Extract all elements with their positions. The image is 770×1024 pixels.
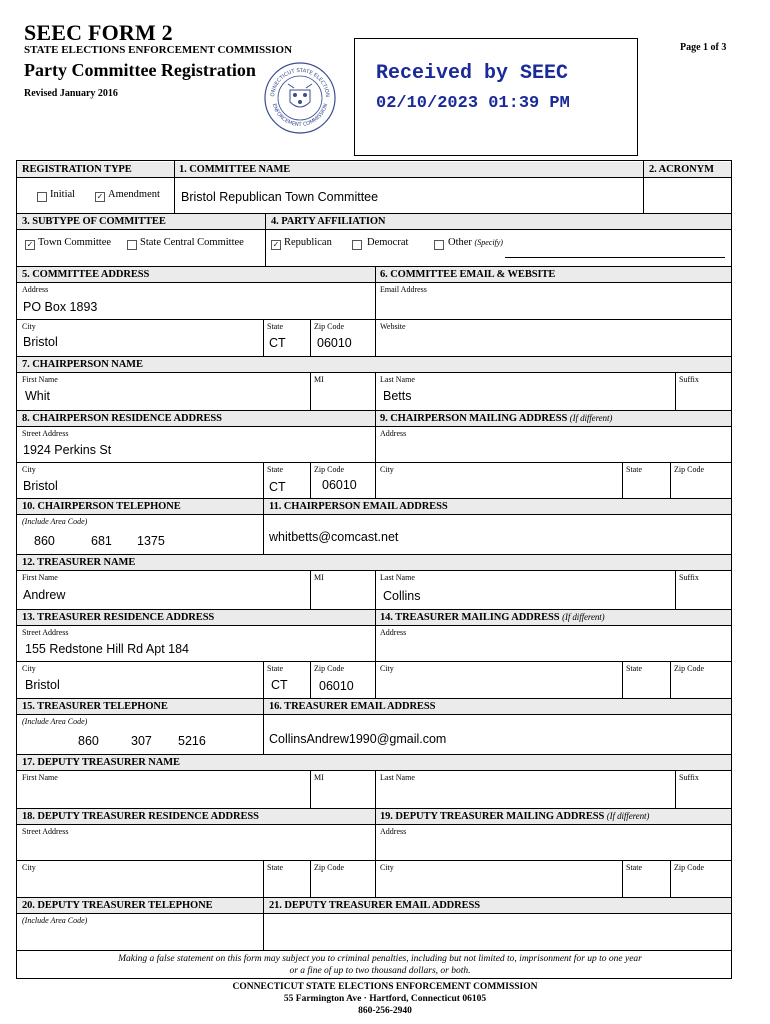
chairperson-street-field[interactable]: 1924 Perkins St <box>23 443 112 457</box>
zip-sublabel: Zip Code <box>314 322 344 331</box>
committee-name-field[interactable]: Bristol Republican Town Committee <box>181 190 379 204</box>
other-party-option-label <box>448 237 503 248</box>
if-different-note: (If different) <box>569 413 613 423</box>
deputy-residence-label: 18. DEPUTY TREASURER RESIDENCE ADDRESS <box>22 811 259 822</box>
area-code-note-text: (Include Area Code) <box>22 717 88 726</box>
last-name-sublabel: Last Name <box>380 375 415 384</box>
chairperson-telephone-label: 10. CHAIRPERSON TELEPHONE <box>22 501 181 512</box>
treasurer-tel-prefix-field[interactable]: 307 <box>131 734 152 748</box>
first-name-sublabel: First Name <box>22 375 58 384</box>
zip-sublabel: Zip Code <box>314 664 344 673</box>
street-address-sublabel: Street Address <box>22 628 69 637</box>
chairperson-email-field[interactable]: whitbetts@comcast.net <box>269 530 399 544</box>
registration-form <box>16 160 732 979</box>
chairperson-tel-line-field[interactable]: 1375 <box>137 534 165 548</box>
treasurer-first-name-field[interactable]: Andrew <box>23 588 66 602</box>
city-sublabel: City <box>22 465 36 474</box>
state-sublabel: State <box>626 863 642 872</box>
chairperson-mailing-text: 9. CHAIRPERSON MAILING ADDRESS <box>380 413 568 424</box>
chairperson-tel-area-field[interactable]: 860 <box>34 534 55 548</box>
disclaimer-line-2: or a fine of up to two thousand dollars, or both. <box>289 966 471 976</box>
deputy-telephone-label: 20. DEPUTY TREASURER TELEPHONE <box>22 900 213 911</box>
state-sublabel: State <box>626 465 642 474</box>
chairperson-name-label: 7. CHAIRPERSON NAME <box>22 359 143 370</box>
committee-city-field[interactable]: Bristol <box>23 335 58 349</box>
deputy-treasurer-name-label: 17. DEPUTY TREASURER NAME <box>22 757 180 768</box>
other-party-text: Other <box>448 237 472 248</box>
deputy-mailing-text: 19. DEPUTY TREASURER MAILING ADDRESS <box>380 811 605 822</box>
city-sublabel: City <box>380 664 394 673</box>
treasurer-street-field[interactable]: 155 Redstone Hill Rd Apt 184 <box>25 642 189 656</box>
treasurer-mailing-text: 14. TREASURER MAILING ADDRESS <box>380 612 560 623</box>
deputy-mailing-label <box>380 811 649 822</box>
chairperson-state-field[interactable]: CT <box>269 480 286 494</box>
email-address-sublabel: Email Address <box>380 285 427 294</box>
treasurer-last-name-field[interactable]: Collins <box>383 589 421 603</box>
committee-name-label: 1. COMMITTEE NAME <box>179 164 291 175</box>
committee-zip-field[interactable]: 06010 <box>317 336 352 350</box>
area-code-note-text: (Include Area Code) <box>22 517 88 526</box>
city-sublabel: City <box>380 465 394 474</box>
mi-sublabel: MI <box>314 773 324 782</box>
state-central-option-label: State Central Committee <box>140 237 244 248</box>
amendment-option-label: Amendment <box>108 189 160 200</box>
address-sublabel: Address <box>380 628 407 637</box>
area-code-note <box>22 916 87 925</box>
form-title: SEEC FORM 2 <box>24 20 173 45</box>
treasurer-name-label: 12. TREASURER NAME <box>22 557 136 568</box>
first-name-sublabel: First Name <box>22 773 58 782</box>
republican-checkbox[interactable]: ✓ <box>272 240 280 249</box>
treasurer-email-field[interactable]: CollinsAndrew1990@gmail.com <box>269 732 447 746</box>
committee-state-field[interactable]: CT <box>269 336 286 350</box>
treasurer-residence-label: 13. TREASURER RESIDENCE ADDRESS <box>22 612 215 623</box>
committee-email-website-label: 6. COMMITTEE EMAIL & WEBSITE <box>380 269 556 280</box>
chairperson-first-name-field[interactable]: Whit <box>25 389 50 403</box>
area-code-note-text: (Include Area Code) <box>22 916 88 925</box>
page-number: Page 1 of 3 <box>680 42 727 53</box>
website-sublabel: Website <box>380 322 406 331</box>
mi-sublabel: MI <box>314 375 324 384</box>
democrat-checkbox[interactable] <box>352 240 362 250</box>
chairperson-last-name-field[interactable]: Betts <box>383 389 412 403</box>
address-sublabel: Address <box>380 827 407 836</box>
state-sublabel: State <box>267 863 283 872</box>
treasurer-state-field[interactable]: CT <box>271 678 288 692</box>
address-sublabel: Address <box>22 285 49 294</box>
democrat-option-label: Democrat <box>367 237 409 248</box>
initial-option-label: Initial <box>50 189 76 200</box>
address-sublabel: Address <box>380 429 407 438</box>
footer-agency: CONNECTICUT STATE ELECTIONS ENFORCEMENT COMMISSION <box>232 982 538 992</box>
zip-sublabel: Zip Code <box>314 863 344 872</box>
treasurer-city-field[interactable]: Bristol <box>25 678 60 692</box>
state-sublabel: State <box>267 664 283 673</box>
last-name-sublabel: Last Name <box>380 773 415 782</box>
zip-sublabel: Zip Code <box>674 465 704 474</box>
if-different-note: (If different) <box>562 612 605 622</box>
area-code-note <box>22 717 87 726</box>
deputy-email-label: 21. DEPUTY TREASURER EMAIL ADDRESS <box>269 900 481 911</box>
footer-phone: 860-256-2940 <box>358 1006 412 1016</box>
city-sublabel: City <box>22 664 36 673</box>
state-sublabel: State <box>626 664 642 673</box>
form-name: Party Committee Registration <box>24 60 256 80</box>
suffix-sublabel: Suffix <box>679 573 699 582</box>
state-seal-icon <box>264 62 336 134</box>
chairperson-zip-field[interactable]: 06010 <box>322 478 357 492</box>
other-party-specify-line <box>505 257 725 258</box>
revision-date: Revised January 2016 <box>24 88 118 99</box>
committee-address-label: 5. COMMITTEE ADDRESS <box>22 269 150 280</box>
town-committee-checkbox[interactable]: ✓ <box>26 240 34 249</box>
if-different-note: (If different) <box>606 811 650 821</box>
town-committee-option-label: Town Committee <box>38 237 112 248</box>
treasurer-mailing-label <box>380 612 605 623</box>
state-sublabel: State <box>267 465 283 474</box>
chairperson-city-field[interactable]: Bristol <box>23 479 58 493</box>
received-stamp-title: Received by SEEC <box>376 62 569 85</box>
chairperson-mailing-label <box>380 413 612 424</box>
mi-sublabel: MI <box>314 573 324 582</box>
street-address-sublabel: Street Address <box>22 429 69 438</box>
treasurer-email-label: 16. TREASURER EMAIL ADDRESS <box>269 701 436 712</box>
seal-top-text: ONNECTICUT STATE ELECTION <box>269 67 331 98</box>
treasurer-telephone-label: 15. TREASURER TELEPHONE <box>22 701 168 712</box>
other-party-specify-note: (Specify) <box>474 238 503 247</box>
initial-checkbox[interactable] <box>37 192 47 202</box>
registration-type-label: REGISTRATION TYPE <box>22 164 132 175</box>
area-code-note <box>22 517 87 526</box>
chairperson-email-label: 11. CHAIRPERSON EMAIL ADDRESS <box>269 501 448 512</box>
city-sublabel: City <box>22 322 36 331</box>
subtype-label: 3. SUBTYPE OF COMMITTEE <box>22 216 166 227</box>
treasurer-tel-area-field[interactable]: 860 <box>78 734 99 748</box>
zip-sublabel: Zip Code <box>674 664 704 673</box>
street-address-sublabel: Street Address <box>22 827 69 836</box>
received-stamp-datetime: 02/10/2023 01:39 PM <box>376 94 570 113</box>
state-sublabel: State <box>267 322 283 331</box>
republican-option-label: Republican <box>284 237 332 248</box>
city-sublabel: City <box>22 863 36 872</box>
first-name-sublabel: First Name <box>22 573 58 582</box>
state-central-checkbox[interactable] <box>127 240 137 250</box>
seal-bottom-text: ENFORCEMENT COMMISSION <box>270 103 330 129</box>
committee-address-field[interactable]: PO Box 1893 <box>23 300 98 314</box>
chairperson-tel-prefix-field[interactable]: 681 <box>91 534 112 548</box>
treasurer-tel-line-field[interactable]: 5216 <box>178 734 206 748</box>
zip-sublabel: Zip Code <box>314 465 344 474</box>
amendment-checkbox[interactable]: ✓ <box>96 192 104 201</box>
false-statement-disclaimer <box>90 953 670 977</box>
other-party-checkbox[interactable] <box>434 240 444 250</box>
agency-name: STATE ELECTIONS ENFORCEMENT COMMISSION <box>24 44 293 56</box>
last-name-sublabel: Last Name <box>380 573 415 582</box>
acronym-label: 2. ACRONYM <box>649 164 714 175</box>
treasurer-zip-field[interactable]: 06010 <box>319 679 354 693</box>
footer-address: 55 Farmington Ave · Hartford, Connecticut 06105 <box>283 994 487 1004</box>
disclaimer-line-1: Making a false statement on this form may subject you to criminal penalties, including but not limited to, imprisonment for up to one year <box>118 954 642 964</box>
chairperson-residence-label: 8. CHAIRPERSON RESIDENCE ADDRESS <box>22 413 222 424</box>
suffix-sublabel: Suffix <box>679 773 699 782</box>
party-affiliation-label: 4. PARTY AFFILIATION <box>271 216 386 227</box>
zip-sublabel: Zip Code <box>674 863 704 872</box>
city-sublabel: City <box>380 863 394 872</box>
suffix-sublabel: Suffix <box>679 375 699 384</box>
